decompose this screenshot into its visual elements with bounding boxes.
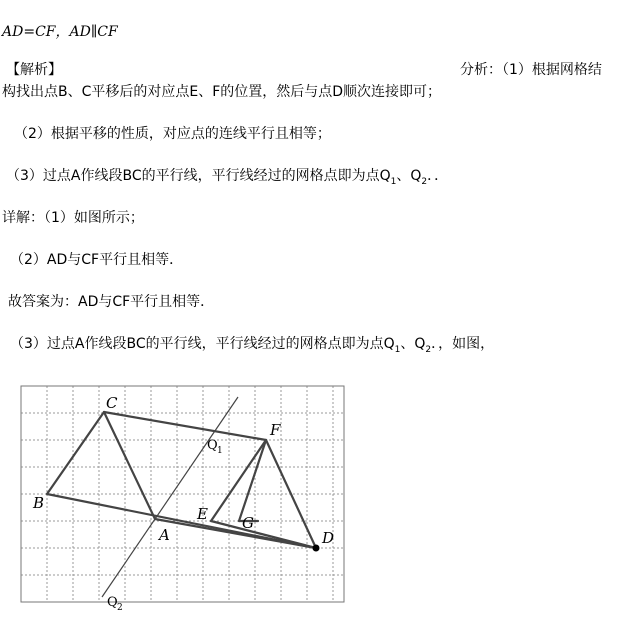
analysis-line-3-end: ．． (427, 168, 449, 184)
solution-line-2: （2）AD与CF平行且相等． (10, 252, 184, 268)
label-c: C (106, 394, 118, 412)
solution-line-3: 故答案为：AD与CF平行且相等． (8, 294, 215, 310)
label-e: E (197, 505, 208, 523)
analysis-line-2: （2）根据平移的性质，对应点的连线平行且相等； (14, 126, 331, 142)
analysis-label: 【解析】 (6, 62, 62, 78)
q1-subscript-2: 1 (394, 344, 401, 355)
segment-cf (104, 412, 266, 440)
segment-ca (104, 412, 155, 519)
analysis-line-3-mid: 、Q (396, 168, 422, 184)
q2-subscript-2: 2 (425, 344, 432, 355)
q2-subscript: 2 (421, 176, 428, 187)
label-a: A (159, 526, 170, 544)
label-g: G (242, 514, 254, 532)
point-d-dot (313, 545, 320, 552)
parallel-line (102, 397, 238, 597)
segment-fg (239, 440, 266, 521)
label-f: F (270, 421, 281, 439)
header-line: AD=CF，AD∥CF (2, 24, 118, 40)
solution-line-1: 详解：（1）如图所示； (2, 210, 144, 226)
analysis-intro: 分析：（1）根据网格结 (460, 62, 602, 78)
segment-bc (47, 412, 104, 494)
label-q1-sub: 1 (217, 446, 223, 456)
label-d: D (322, 529, 335, 547)
solution-line-4-mid: 、Q (400, 336, 426, 352)
grid-lines (21, 386, 344, 602)
segment-ad (155, 519, 316, 548)
segment-ed (211, 521, 316, 548)
solution-line-4-end: ．，如图， (431, 336, 495, 352)
label-b: B (33, 494, 45, 512)
solution-line-4-text: （3）过点A作线段BC的平行线，平行线经过的网格点即为点Q (10, 336, 395, 352)
analysis-line-1: 构找出点B、C平移后的对应点E、F的位置，然后与点D顺次连接即可； (2, 84, 442, 100)
analysis-line-3-text: （3）过点A作线段BC的平行线，平行线经过的网格点即为点Q (6, 168, 391, 184)
label-q2-sub: 2 (117, 603, 123, 613)
label-q2: Q (107, 595, 118, 610)
q1-subscript: 1 (390, 176, 397, 187)
label-q1: Q (207, 438, 218, 453)
